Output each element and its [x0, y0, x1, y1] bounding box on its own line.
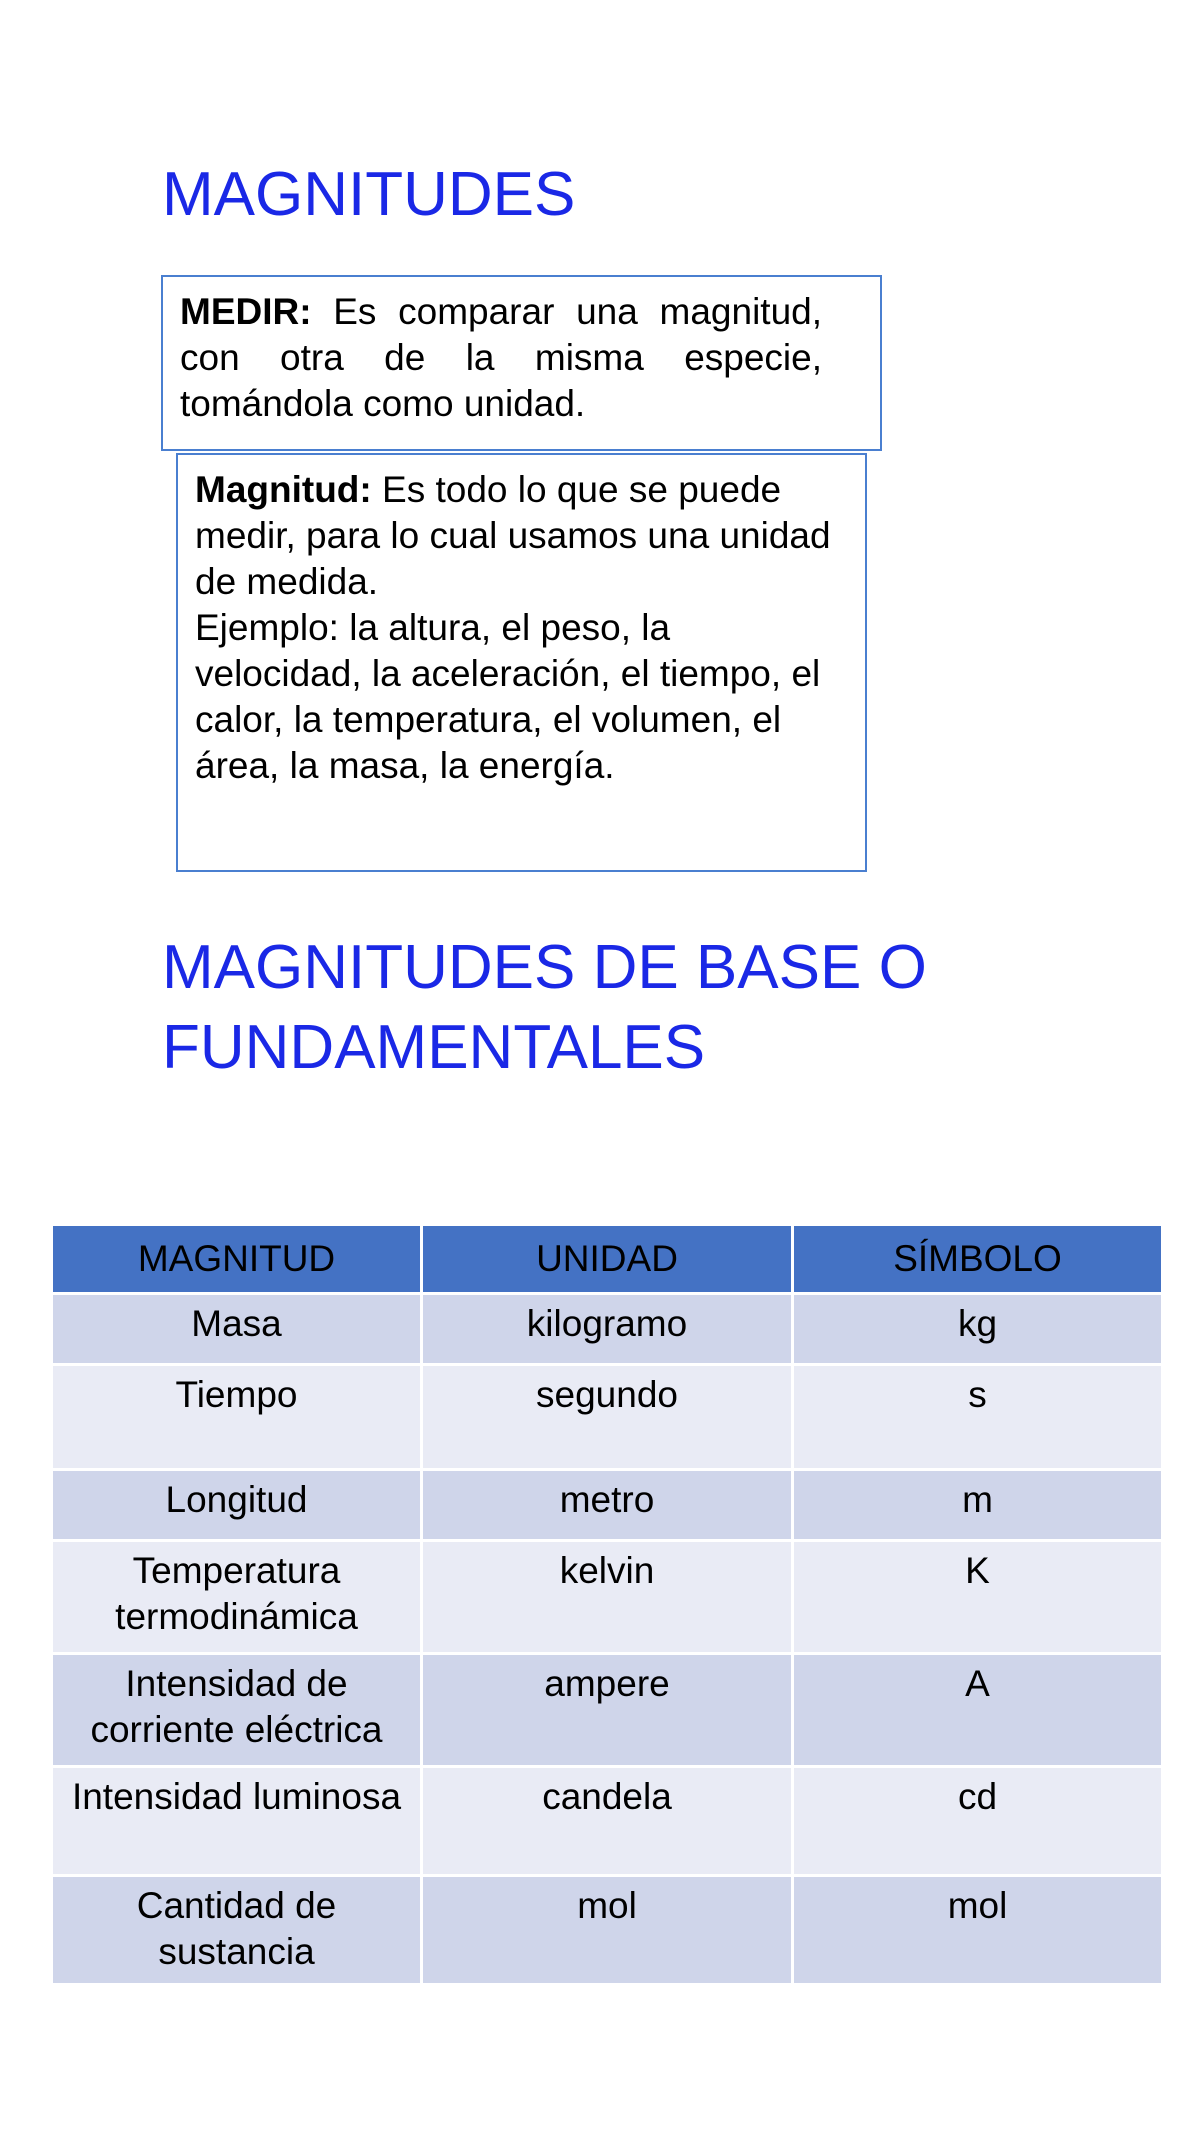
column-header-magnitud: MAGNITUD — [52, 1225, 422, 1294]
cell-simbolo: K — [793, 1541, 1163, 1654]
definition-box-medir — [161, 275, 882, 451]
column-header-simbolo: SÍMBOLO — [793, 1225, 1163, 1294]
table-row — [52, 1654, 1163, 1767]
cell-simbolo: kg — [793, 1294, 1163, 1365]
definition-box-magnitud — [176, 453, 867, 872]
cell-simbolo: A — [793, 1654, 1163, 1767]
cell-unidad: mol — [422, 1876, 793, 1985]
definition-term: MEDIR: — [180, 291, 312, 332]
cell-unidad: kilogramo — [422, 1294, 793, 1365]
page-title: MAGNITUDES — [162, 160, 576, 229]
table-row — [52, 1470, 1163, 1541]
cell-magnitud: Tiempo — [52, 1365, 422, 1470]
cell-unidad: candela — [422, 1767, 793, 1876]
table-row — [52, 1876, 1163, 1985]
definition-medir-text — [180, 289, 822, 427]
cell-unidad: metro — [422, 1470, 793, 1541]
definition-body: Es todo lo que se puede medir, para lo cual usamos una unidad de medida. — [195, 469, 831, 602]
cell-simbolo: cd — [793, 1767, 1163, 1876]
table-row — [52, 1541, 1163, 1654]
base-units-table — [50, 1223, 1164, 1986]
cell-magnitud: Masa — [52, 1294, 422, 1365]
cell-unidad: ampere — [422, 1654, 793, 1767]
definition-example: Ejemplo: la altura, el peso, la velocidad, la aceleración, el tiempo, el calor, la temperatura, el volumen, el área, la masa, la energía. — [195, 607, 821, 786]
table-row — [52, 1767, 1163, 1876]
table-row — [52, 1365, 1163, 1470]
section-title: MAGNITUDES DE BASE O FUNDAMENTALES — [162, 933, 927, 1082]
table-header-row — [52, 1225, 1163, 1294]
cell-magnitud: Cantidad de sustancia — [52, 1876, 422, 1985]
cell-magnitud: Temperatura termodinámica — [52, 1541, 422, 1654]
cell-unidad: kelvin — [422, 1541, 793, 1654]
cell-simbolo: mol — [793, 1876, 1163, 1985]
cell-unidad: segundo — [422, 1365, 793, 1470]
table-row — [52, 1294, 1163, 1365]
cell-simbolo: s — [793, 1365, 1163, 1470]
definition-term: Magnitud: — [195, 469, 372, 510]
cell-magnitud: Longitud — [52, 1470, 422, 1541]
definition-magnitud-text — [195, 467, 845, 605]
cell-magnitud: Intensidad luminosa — [52, 1767, 422, 1876]
cell-simbolo: m — [793, 1470, 1163, 1541]
column-header-unidad: UNIDAD — [422, 1225, 793, 1294]
definition-body: Es comparar una magnitud, con otra de la misma especie, tomándola como unidad. — [180, 291, 822, 424]
cell-magnitud: Intensidad de corriente eléctrica — [52, 1654, 422, 1767]
